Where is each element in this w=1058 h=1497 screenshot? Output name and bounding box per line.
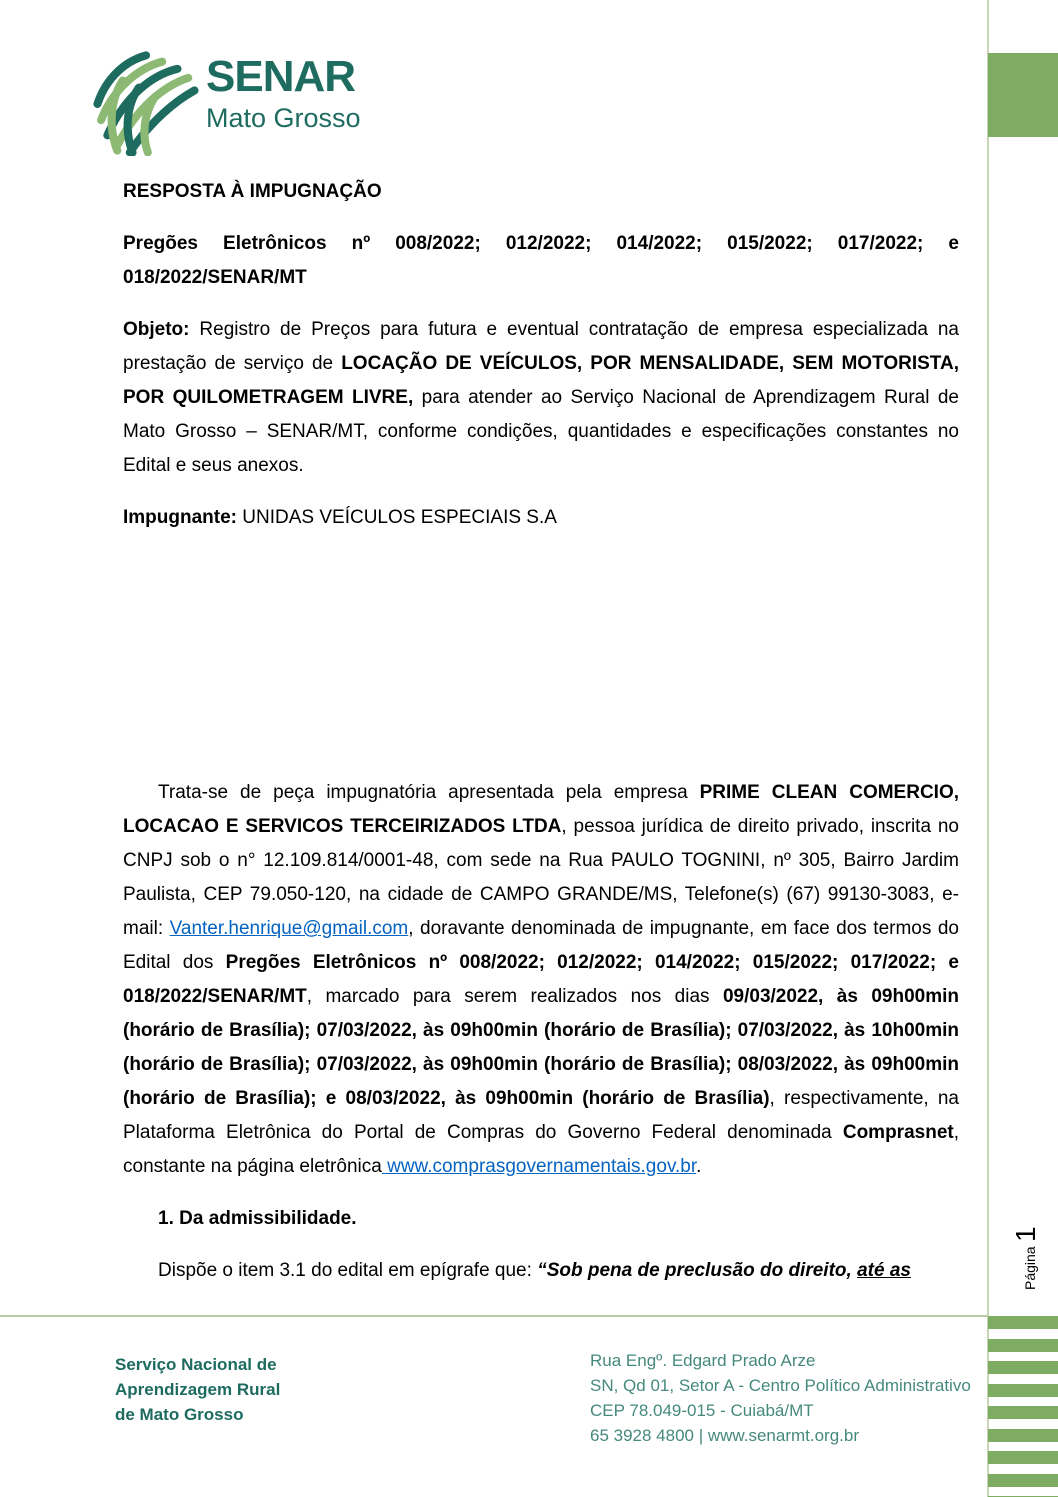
accent-stripe bbox=[988, 1451, 1058, 1464]
text-run: Pregões Eletrônicos nº 008/2022; 012/2022; 014/2022; 015/2022; 017/2022; e 018/2022/SENAR/MT bbox=[123, 233, 959, 288]
accent-stripe bbox=[988, 1429, 1058, 1442]
text-run: 09/03/2022, às 09h00min (horário de Brasília); 07/03/2022, às 09h00min (horário de Brasília); 07/03/2022, às 10h00min (horário de Brasília); 07/03/2022, às 09h00min (horário de Brasília); 08/03/2022, às 09h00min (horário de Brasília); e 08/03/2022, às 09h00min (horário de Brasília) bbox=[123, 986, 960, 1109]
page-number-value: 1 bbox=[1010, 1226, 1041, 1242]
document-body bbox=[123, 175, 959, 1306]
text-run: 1. Da admissibilidade. bbox=[158, 1208, 357, 1229]
text-run: . bbox=[696, 1156, 702, 1177]
accent-stripe bbox=[988, 1406, 1058, 1419]
senar-logo-icon bbox=[92, 50, 200, 156]
text-run: “Sob pena de preclusão do direito, bbox=[537, 1260, 858, 1281]
text-run: até as bbox=[857, 1260, 911, 1281]
text-run: UNIDAS VEÍCULOS ESPECIAIS S.A bbox=[242, 507, 557, 528]
page-number-label: Página bbox=[1022, 1246, 1038, 1290]
text-run: RESPOSTA À IMPUGNAÇÃO bbox=[123, 181, 382, 202]
logo-name: SENAR bbox=[206, 52, 356, 101]
accent-stripe bbox=[988, 1474, 1058, 1487]
text-run: Dispõe o item 3.1 do edital em epígrafe que: bbox=[158, 1260, 538, 1281]
logo-text bbox=[206, 53, 361, 133]
footer-divider bbox=[0, 1315, 988, 1317]
accent-stripe bbox=[988, 1339, 1058, 1352]
pregoes-heading bbox=[123, 227, 959, 295]
text-run: , respectivamente, na Plataforma Eletrônica do Portal de Compras do Governo Federal denominada bbox=[123, 1088, 959, 1143]
impugnante-line bbox=[123, 501, 959, 535]
section-1-paragraph bbox=[123, 1254, 959, 1288]
text-run: , doravante denominada de impugnante, em face dos termos do Edital dos bbox=[123, 918, 959, 973]
text-run: Trata-se de peça impugnatória apresentada pela empresa bbox=[158, 782, 700, 803]
doc-title bbox=[123, 175, 959, 209]
footer-org-line: Aprendizagem Rural bbox=[115, 1380, 281, 1399]
footer-org-line: de Mato Grosso bbox=[115, 1405, 244, 1424]
logo-region: Mato Grosso bbox=[206, 103, 361, 133]
footer-org bbox=[115, 1352, 280, 1427]
text-run: LOCAÇÃO DE VEÍCULOS, POR MENSALIDADE, SEM MOTORISTA, POR QUILOMETRAGEM LIVRE, bbox=[123, 353, 959, 408]
text-run: Registro de Preços para futura e eventual contratação de empresa especializada na prestação de serviço de bbox=[123, 319, 959, 374]
url-link[interactable]: www.comprasgovernamentais.gov.br bbox=[381, 1156, 697, 1177]
email-link[interactable]: Vanter.henrique@gmail.com bbox=[169, 918, 409, 939]
text-run: Impugnante: bbox=[123, 507, 243, 528]
text-run: PRIME CLEAN COMERCIO, LOCACAO E SERVICOS TERCEIRIZADOS LTDA bbox=[123, 782, 959, 837]
text-run: para atender ao Serviço Nacional de Aprendizagem Rural de Mato Grosso – SENAR/MT, conforme condições, quantidades e especificações constantes no Edital e seus anexos. bbox=[123, 387, 959, 476]
intro-paragraph bbox=[123, 776, 959, 1184]
footer-address-line: CEP 78.049-015 - Cuiabá/MT bbox=[590, 1401, 814, 1420]
text-run: , constante na página eletrônica bbox=[123, 1122, 959, 1177]
text-run: Pregões Eletrônicos nº 008/2022; 012/2022; 014/2022; 015/2022; 017/2022; e 018/2022/SENAR/MT bbox=[123, 952, 959, 1007]
footer-address bbox=[590, 1348, 971, 1448]
text-run: Comprasnet bbox=[842, 1122, 954, 1143]
text-run: , pessoa jurídica de direito privado, inscrita no CNPJ sob o n° 12.109.814/0001-48, com sede na Rua PAULO TOGNINI, nº 305, Bairro Jardim Paulista, CEP 79.050-120, na cidade de CAMPO GRANDE/MS, Telefone(s) (67) 99130-3083, e-mail: bbox=[123, 816, 959, 939]
footer-org-line: Serviço Nacional de bbox=[115, 1355, 277, 1374]
text-run: Objeto: bbox=[123, 319, 200, 340]
section-1-heading bbox=[123, 1202, 959, 1236]
page-number bbox=[1010, 1170, 1054, 1290]
footer-address-line: SN, Qd 01, Setor A - Centro Político Administrativo bbox=[590, 1376, 971, 1395]
text-run: , marcado para serem realizados nos dias bbox=[306, 986, 723, 1007]
footer-address-line: Rua Engº. Edgard Prado Arze bbox=[590, 1351, 816, 1370]
footer-address-line: 65 3928 4800 | www.senarmt.org.br bbox=[590, 1426, 860, 1445]
accent-stripe bbox=[988, 1316, 1058, 1329]
objeto-paragraph bbox=[123, 313, 959, 483]
accent-stripe bbox=[988, 1361, 1058, 1374]
accent-stripe bbox=[988, 1384, 1058, 1397]
